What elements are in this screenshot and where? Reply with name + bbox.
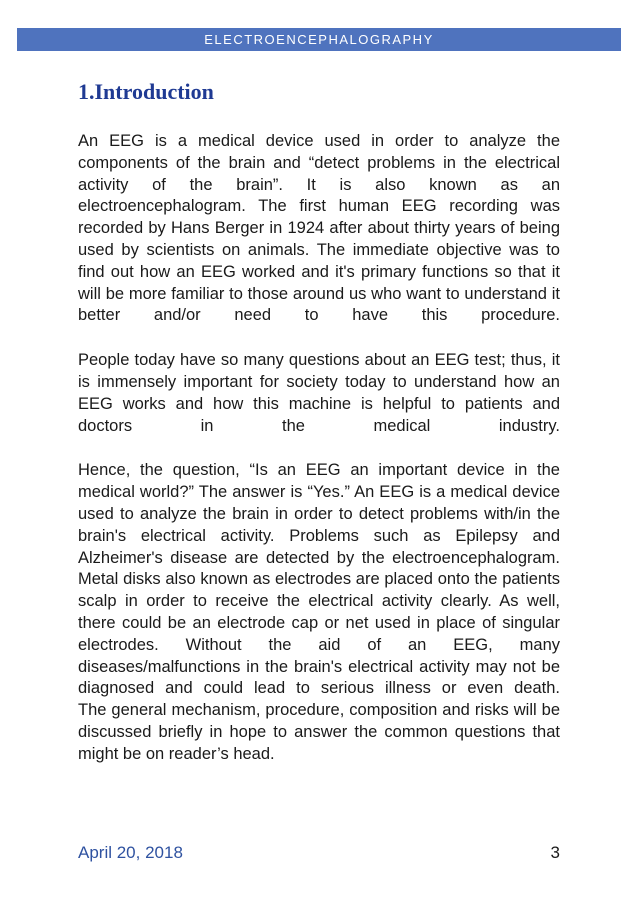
paragraph-introduction: An EEG is a medical device used in order to analyze the components of the brain and “detect problems in the electrical activity of the brain”. It is also known as an electroencephalogram. The first human EEG recording was recorded by Hans Berger in 1924 after about thirty years of being used by scientists on animals. The immediate objective was to find out how an EEG worked and it's primary functions so that it will be more familiar to those around us who want to understand it better and/or need to have this procedure.	[78, 132, 560, 325]
paragraph-overview: The general mechanism, procedure, composition and risks will be discussed briefly in hope to answer the common questions that might be on reader’s head.	[78, 701, 560, 763]
running-header: ELECTROENCEPHALOGRAPHY	[17, 28, 621, 51]
page-number: 3	[550, 843, 560, 862]
paragraph-questions: People today have so many questions about an EEG test; thus, it is immensely important for society today to understand how an EEG works and how this machine is helpful to patients and doctors in the medical industry.	[78, 351, 560, 435]
section-title: 1.Introduction	[78, 79, 214, 104]
footer-date: April 20, 2018	[78, 843, 183, 862]
paragraph-importance: Hence, the question, “Is an EEG an important device in the medical world?” The answer is “Yes.” An EEG is a medical device used to analyze the brain in order to detect problems with/in the brain's electrical activity. Problems such as Epilepsy and Alzheimer's disease are detected by the electroencephalogram. Metal disks also known as electrodes are placed onto the patients scalp in order to receive the electrical activity clearly. As well, there could be an electrode cap or net used in place of singular electrodes. Without the aid of an EEG, many diseases/malfunctions in the brain's electrical activity may not be diagnosed and could lead to serious illness or even death.	[78, 461, 560, 698]
body-text	[78, 131, 560, 789]
